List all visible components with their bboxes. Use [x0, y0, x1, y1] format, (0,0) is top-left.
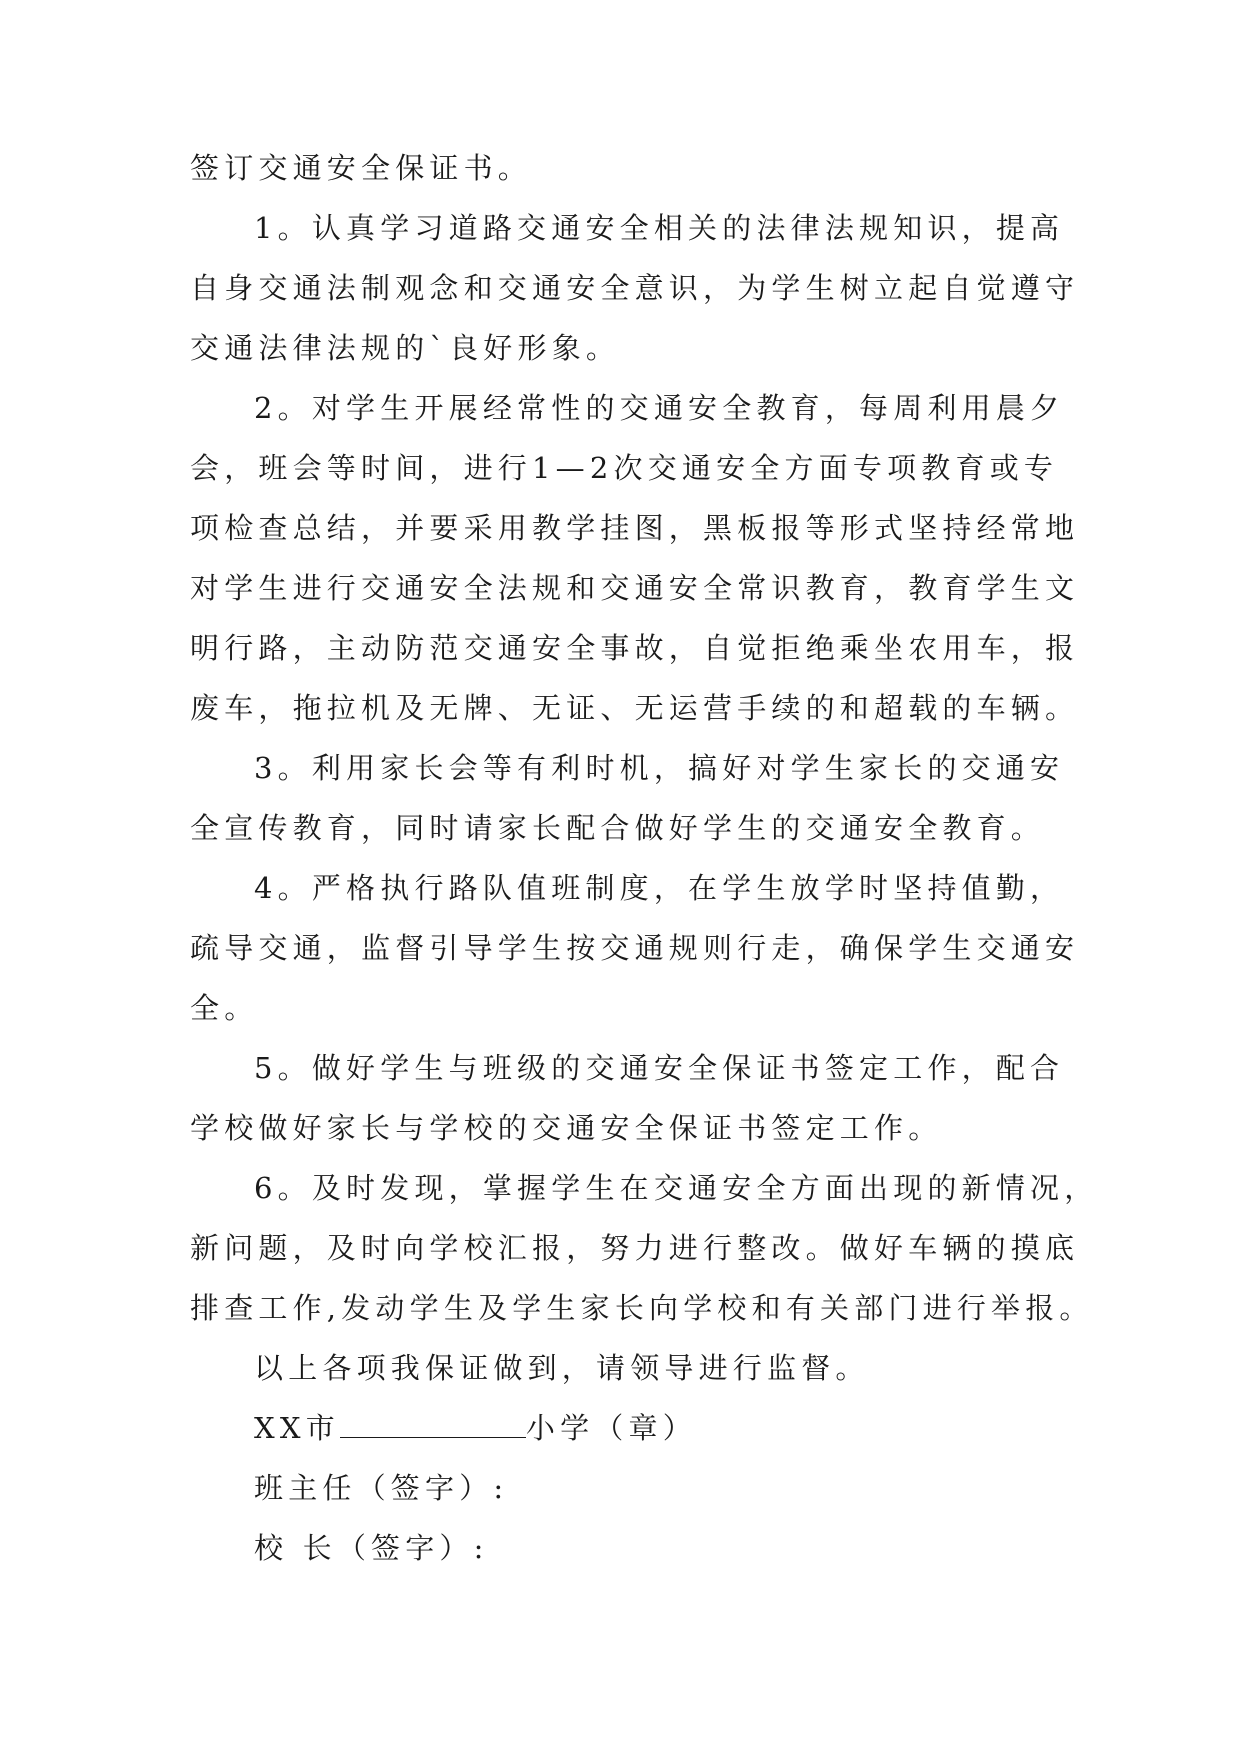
- paragraph-line: 全。: [190, 991, 259, 1025]
- paragraph-line: 废车，拖拉机及无牌、无证、无运营手续的和超载的车辆。: [190, 691, 1080, 725]
- teacher-signature: 班主任（签字）:: [254, 1471, 509, 1505]
- principal-signature: 校 长（签字）:: [254, 1531, 489, 1565]
- paragraph-line: 1。认真学习道路交通安全相关的法律法规知识，提高: [254, 211, 1065, 245]
- paragraph-line: 对学生进行交通安全法规和交通安全常识教育，教育学生文: [190, 571, 1080, 605]
- paragraph-line: 全宣传教育，同时请家长配合做好学生的交通安全教育。: [190, 811, 1046, 845]
- paragraph-line: 排查工作,发动学生及学生家长向学校和有关部门进行举报。: [190, 1291, 1094, 1325]
- paragraph-line: 疏导交通，监督引导学生按交通规则行走，确保学生交通安: [190, 931, 1080, 965]
- paragraph-line: 交通法律法规的`良好形象。: [190, 331, 621, 365]
- school-suffix: 小学（章）: [525, 1411, 697, 1445]
- paragraph-line: 签订交通安全保证书。: [190, 151, 533, 185]
- paragraph-line: 项检查总结，并要采用教学挂图，黑板报等形式坚持经常地: [190, 511, 1080, 545]
- paragraph-line: 2。对学生开展经常性的交通安全教育，每周利用晨夕: [254, 391, 1065, 425]
- school-prefix: XX市: [254, 1411, 340, 1445]
- paragraph-line: 5。做好学生与班级的交通安全保证书签定工作，配合: [254, 1051, 1065, 1085]
- paragraph-line: 4。严格执行路队值班制度，在学生放学时坚持值勤，: [254, 871, 1065, 905]
- paragraph-line: 自身交通法制观念和交通安全意识，为学生树立起自觉遵守: [190, 271, 1080, 305]
- paragraph-line: 6。及时发现，掌握学生在交通安全方面出现的新情况，: [254, 1171, 1099, 1205]
- paragraph-line: 3。利用家长会等有利时机，搞好对学生家长的交通安: [254, 751, 1065, 785]
- paragraph-line: 新问题，及时向学校汇报，努力进行整改。做好车辆的摸底: [190, 1231, 1080, 1265]
- paragraph-line: 会，班会等时间，进行1—2次交通安全方面专项教育或专: [190, 451, 1059, 485]
- paragraph-line: 明行路，主动防范交通安全事故，自觉拒绝乘坐农用车，报: [190, 631, 1080, 665]
- school-name-blank: [340, 1409, 526, 1438]
- paragraph-line: 以上各项我保证做到，请领导进行监督。: [254, 1351, 870, 1385]
- paragraph-line: 学校做好家长与学校的交通安全保证书签定工作。: [190, 1111, 943, 1145]
- school-signature-line: [254, 1408, 697, 1448]
